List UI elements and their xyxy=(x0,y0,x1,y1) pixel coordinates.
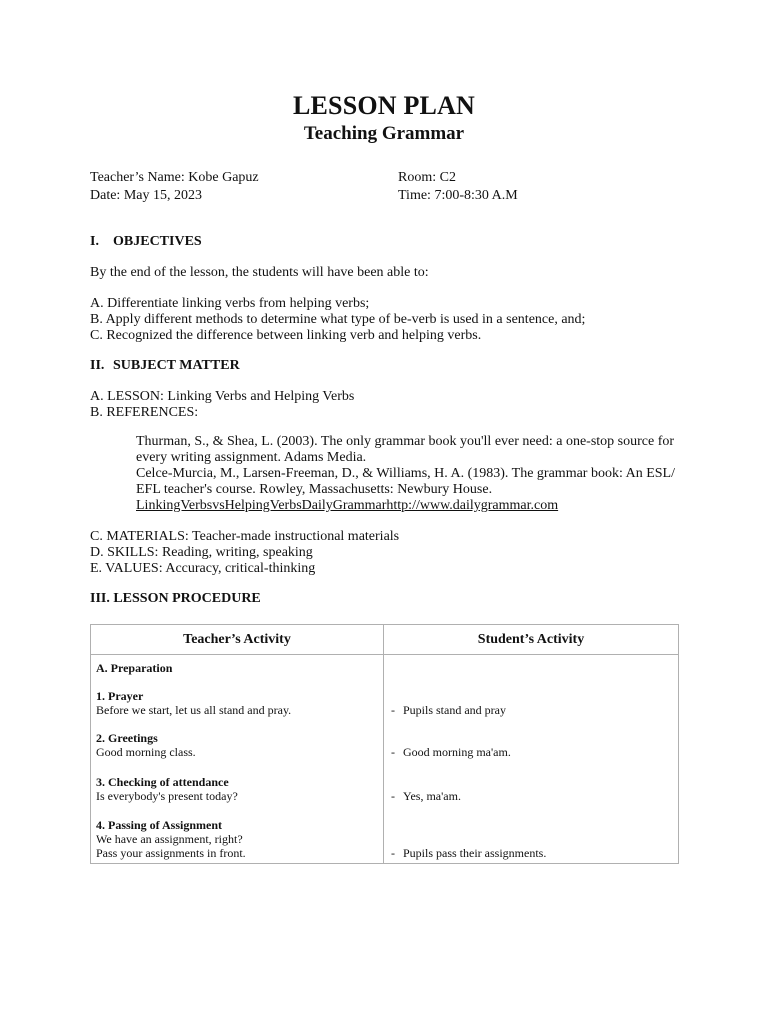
values: E. VALUES: Accuracy, critical-thinking xyxy=(90,561,316,576)
section-title: A. Preparation xyxy=(96,661,173,675)
reference-entry: Celce-Murcia, M., Larsen-Freeman, D., & Williams, H. A. (1983). The grammar book: An ESL/ EFL teacher's course. Rowley, Massachusetts: Newbury House. xyxy=(136,466,675,497)
reference-entry: Thurman, S., & Shea, L. (2003). The only grammar book you'll ever need: a one-stop source for every writing assignment. Adams Media. xyxy=(136,434,675,465)
reference-link[interactable]: LinkingVerbsvsHelpingVerbsDailyGrammarhttp://www.dailygrammar.com xyxy=(136,498,559,513)
teacher-activity-header: Teacher’s Activity xyxy=(91,625,384,655)
student-response-text: Pupils stand and pray xyxy=(403,703,506,717)
teacher-name: Teacher’s Name: Kobe Gapuz xyxy=(90,170,259,185)
student-response xyxy=(391,789,461,803)
student-response xyxy=(391,745,511,759)
dash-bullet: - xyxy=(391,745,395,759)
objective-item: C. Recognized the difference between linking verb and helping verbs. xyxy=(90,328,482,343)
date: Date: May 15, 2023 xyxy=(90,188,202,203)
student-response-text: Yes, ma'am. xyxy=(403,789,461,803)
page-subtitle: Teaching Grammar xyxy=(303,123,465,144)
objectives-intro: By the end of the lesson, the students will have been able to: xyxy=(90,265,429,280)
student-activity-header: Student’s Activity xyxy=(384,625,679,655)
subject-matter-heading: SUBJECT MATTER xyxy=(113,358,240,373)
page-title: LESSON PLAN xyxy=(292,91,476,120)
lesson-title: A. LESSON: Linking Verbs and Helping Verbs xyxy=(90,389,355,404)
lesson-procedure-heading: III. LESSON PROCEDURE xyxy=(90,591,261,606)
procedure-table xyxy=(90,624,679,864)
step-title: 3. Checking of attendance xyxy=(96,775,229,789)
student-response-text: Pupils pass their assignments. xyxy=(403,846,547,860)
step-title: 2. Greetings xyxy=(96,731,158,745)
dash-bullet: - xyxy=(391,846,395,860)
student-activity-cell xyxy=(384,655,679,864)
student-response xyxy=(391,703,506,717)
student-response-text: Good morning ma'am. xyxy=(403,745,511,759)
table-header-row xyxy=(91,625,679,655)
step-title: 4. Passing of Assignment xyxy=(96,818,223,832)
skills: D. SKILLS: Reading, writing, speaking xyxy=(90,545,313,560)
step-teacher-text: Is everybody's present today? xyxy=(96,789,238,803)
objective-item: A. Differentiate linking verbs from helping verbs; xyxy=(90,296,370,311)
references-list xyxy=(136,434,681,514)
objectives-heading-number: I. xyxy=(90,234,99,249)
student-response xyxy=(391,846,546,860)
objectives-heading: OBJECTIVES xyxy=(113,234,202,249)
step-teacher-text: We have an assignment, right? xyxy=(96,832,243,846)
teacher-activity-cell xyxy=(91,655,384,864)
table-row xyxy=(91,655,679,864)
time: Time: 7:00-8:30 A.M xyxy=(398,188,518,203)
dash-bullet: - xyxy=(391,703,395,717)
step-teacher-text: Before we start, let us all stand and pray. xyxy=(96,703,292,717)
materials: C. MATERIALS: Teacher-made instructional materials xyxy=(90,529,400,544)
step-title: 1. Prayer xyxy=(96,689,144,703)
references-label: B. REFERENCES: xyxy=(90,405,199,420)
step-teacher-text: Pass your assignments in front. xyxy=(96,846,246,860)
objective-item: B. Apply different methods to determine what type of be-verb is used in a sentence, and; xyxy=(90,312,586,327)
dash-bullet: - xyxy=(391,789,395,803)
subject-matter-heading-number: II. xyxy=(90,358,105,373)
step-teacher-text: Good morning class. xyxy=(96,745,196,759)
room: Room: C2 xyxy=(398,170,456,185)
